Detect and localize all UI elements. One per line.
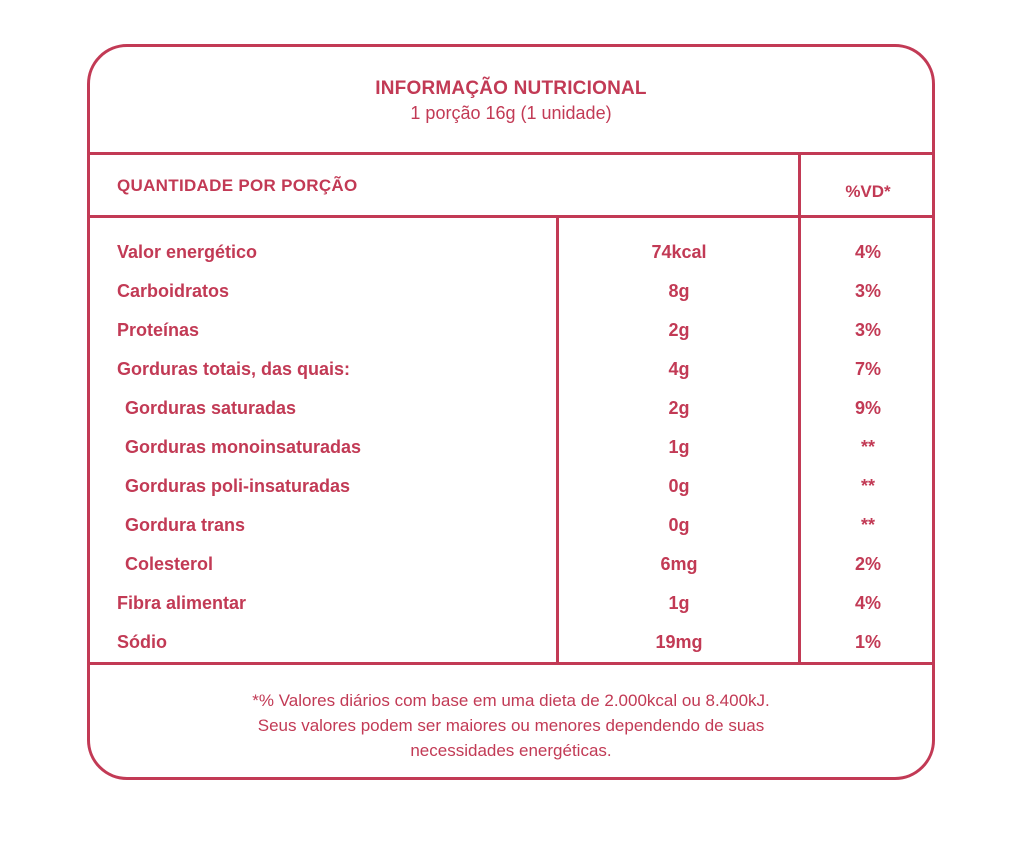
nutrient-amount: 6mg <box>660 554 698 574</box>
nutrient-amount: 2g <box>668 398 690 418</box>
nutrient-vd: ** <box>860 476 875 496</box>
nutrient-label: Gordura trans <box>125 515 246 535</box>
table-row <box>90 279 932 318</box>
nutrition-facts-panel <box>87 44 935 780</box>
divider-title <box>90 152 932 155</box>
divider-header <box>90 215 932 218</box>
nutrient-label: Sódio <box>117 632 167 652</box>
nutrient-label: Gorduras poli-insaturadas <box>125 476 351 496</box>
nutrient-amount: 2g <box>668 320 690 340</box>
panel-title: INFORMAÇÃO NUTRICIONAL <box>375 78 647 99</box>
table-row <box>90 552 932 591</box>
nutrient-vd: 4% <box>854 593 881 613</box>
footer-line-1: *% Valores diários com base em uma dieta de 2.000kcal ou 8.400kJ. <box>252 691 770 710</box>
nutrient-vd: 3% <box>854 281 881 301</box>
nutrient-label: Colesterol <box>125 554 214 574</box>
footer-note <box>90 688 932 763</box>
nutrient-vd: 1% <box>854 632 881 652</box>
divider-footer <box>90 662 932 665</box>
table-row <box>90 435 932 474</box>
nutrient-vd: 9% <box>854 398 881 418</box>
nutrient-label: Valor energético <box>117 242 258 262</box>
title-block <box>90 77 932 125</box>
nutrient-amount: 1g <box>668 437 690 457</box>
table-row <box>90 474 932 513</box>
nutrient-amount: 0g <box>668 476 690 496</box>
nutrient-vd: 7% <box>854 359 881 379</box>
table-row <box>90 357 932 396</box>
quantity-header: QUANTIDADE POR PORÇÃO <box>117 176 358 195</box>
nutrient-label: Gorduras saturadas <box>125 398 297 418</box>
nutrient-amount: 0g <box>668 515 690 535</box>
nutrient-label: Carboidratos <box>117 281 230 301</box>
nutrient-vd: 2% <box>854 554 881 574</box>
nutrient-label: Proteínas <box>117 320 200 340</box>
table-row <box>90 240 932 279</box>
nutrient-amount: 4g <box>668 359 690 379</box>
nutrient-label: Gorduras totais, das quais: <box>117 359 351 379</box>
footer-line-2: Seus valores podem ser maiores ou menores dependendo de suas <box>257 716 765 735</box>
table-row <box>90 396 932 435</box>
table-row <box>90 318 932 357</box>
nutrient-vd: ** <box>860 515 875 535</box>
table-row <box>90 513 932 552</box>
footer-line-3: necessidades energéticas. <box>410 741 612 760</box>
nutrient-label: Fibra alimentar <box>117 593 247 613</box>
nutrient-amount: 8g <box>668 281 690 301</box>
serving-size: 1 porção 16g (1 unidade) <box>410 103 612 123</box>
nutrient-vd: 4% <box>854 242 881 262</box>
nutrient-amount: 74kcal <box>651 242 707 262</box>
nutrient-label: Gorduras monoinsaturadas <box>125 437 362 457</box>
nutrient-vd: 3% <box>854 320 881 340</box>
nutrient-vd: ** <box>860 437 875 457</box>
nutrient-amount: 19mg <box>655 632 703 652</box>
nutrient-amount: 1g <box>668 593 690 613</box>
vd-header: %VD* <box>845 182 891 201</box>
table-row <box>90 591 932 630</box>
